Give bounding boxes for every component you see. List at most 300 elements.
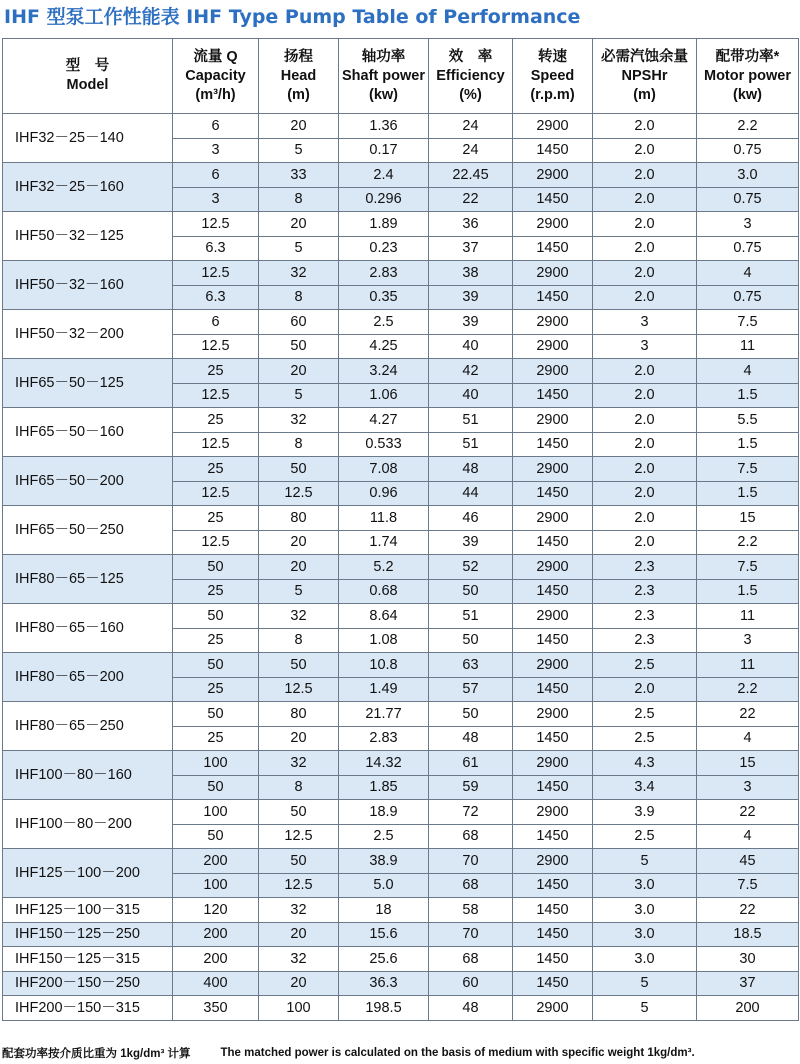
cell-shaft: 0.35 [339,285,429,310]
cell-eff: 39 [429,285,513,310]
table-row [3,212,799,237]
cell-motor: 11 [697,334,799,359]
cell-head: 5 [259,579,339,604]
cell-shaft: 0.296 [339,187,429,212]
cell-npsh: 2.0 [593,481,697,506]
cell-capacity: 25 [173,628,259,653]
cell-speed: 1450 [513,824,593,849]
model-cell: IHF65－50－160 [3,408,173,457]
cell-eff: 44 [429,481,513,506]
cell-shaft: 14.32 [339,751,429,776]
cell-motor: 15 [697,751,799,776]
cell-npsh: 2.3 [593,628,697,653]
cell-head: 20 [259,530,339,555]
cell-capacity: 50 [173,604,259,629]
table-row [3,163,799,188]
cell-shaft: 18 [339,898,429,923]
cell-motor: 30 [697,947,799,972]
cell-shaft: 1.06 [339,383,429,408]
header-head-line: 扬程 [284,48,313,65]
cell-eff: 52 [429,555,513,580]
cell-shaft: 4.25 [339,334,429,359]
cell-shaft: 36.3 [339,971,429,996]
cell-head: 20 [259,971,339,996]
model-cell: IHF100－80－160 [3,751,173,800]
model-cell: IHF65－50－125 [3,359,173,408]
cell-eff: 50 [429,579,513,604]
cell-speed: 2900 [513,751,593,776]
cell-eff: 51 [429,604,513,629]
cell-eff: 42 [429,359,513,384]
table-row [3,849,799,874]
header-eff-line: 效 率 [448,48,493,65]
header-head-line: Head [280,67,317,84]
cell-motor: 0.75 [697,187,799,212]
cell-npsh: 2.3 [593,555,697,580]
table-row [3,947,799,972]
cell-capacity: 100 [173,751,259,776]
cell-npsh: 2.0 [593,432,697,457]
header-speed-line: (r.p.m) [530,86,575,103]
cell-eff: 51 [429,408,513,433]
cell-eff: 39 [429,530,513,555]
cell-capacity: 25 [173,359,259,384]
cell-motor: 0.75 [697,285,799,310]
cell-motor: 200 [697,996,799,1021]
header-shaft-line: 轴功率 [361,48,406,65]
cell-speed: 1450 [513,579,593,604]
cell-head: 50 [259,334,339,359]
cell-capacity: 12.5 [173,530,259,555]
cell-eff: 70 [429,849,513,874]
cell-speed: 2900 [513,555,593,580]
model-cell: IHF32－25－140 [3,114,173,163]
cell-capacity: 400 [173,971,259,996]
cell-capacity: 3 [173,138,259,163]
cell-eff: 61 [429,751,513,776]
table-row [3,996,799,1021]
cell-eff: 57 [429,677,513,702]
cell-npsh: 2.5 [593,702,697,727]
cell-speed: 2900 [513,163,593,188]
cell-head: 32 [259,751,339,776]
cell-shaft: 15.6 [339,922,429,947]
cell-npsh: 2.0 [593,285,697,310]
header-speed [513,39,593,114]
cell-head: 20 [259,359,339,384]
cell-npsh: 3.0 [593,873,697,898]
cell-speed: 1450 [513,971,593,996]
cell-speed: 1450 [513,481,593,506]
header-npsh-line: NPSHr [621,67,668,84]
cell-head: 32 [259,604,339,629]
cell-speed: 2900 [513,849,593,874]
cell-eff: 22 [429,187,513,212]
cell-npsh: 2.0 [593,187,697,212]
cell-motor: 37 [697,971,799,996]
cell-npsh: 2.0 [593,677,697,702]
cell-head: 8 [259,628,339,653]
cell-motor: 3 [697,628,799,653]
cell-head: 5 [259,236,339,261]
cell-motor: 0.75 [697,236,799,261]
cell-shaft: 21.77 [339,702,429,727]
cell-head: 60 [259,310,339,335]
cell-eff: 37 [429,236,513,261]
cell-capacity: 120 [173,898,259,923]
footnote-cn: 配套功率按介质比重为 1kg/dm³ 计算 [2,1048,191,1060]
table-row [3,898,799,923]
header-npsh-line: (m) [633,86,656,103]
cell-motor: 18.5 [697,922,799,947]
cell-npsh: 3 [593,310,697,335]
cell-motor: 4 [697,726,799,751]
cell-capacity: 50 [173,824,259,849]
cell-shaft: 8.64 [339,604,429,629]
cell-speed: 2900 [513,408,593,433]
cell-eff: 70 [429,922,513,947]
cell-motor: 2.2 [697,677,799,702]
cell-npsh: 2.0 [593,530,697,555]
header-speed-line: 转速 [538,48,567,65]
cell-capacity: 50 [173,702,259,727]
table-row [3,114,799,139]
table-row [3,555,799,580]
cell-speed: 1450 [513,947,593,972]
header-capacity-line: Capacity [185,67,246,84]
model-cell: IHF65－50－200 [3,457,173,506]
cell-capacity: 12.5 [173,261,259,286]
cell-capacity: 25 [173,408,259,433]
cell-head: 100 [259,996,339,1021]
table-row [3,261,799,286]
cell-capacity: 200 [173,849,259,874]
cell-motor: 2.2 [697,114,799,139]
header-eff [429,39,513,114]
cell-capacity: 12.5 [173,212,259,237]
cell-npsh: 3.0 [593,898,697,923]
cell-npsh: 2.0 [593,408,697,433]
cell-npsh: 3.0 [593,922,697,947]
header-speed-line: Speed [530,67,575,84]
header-eff-line: Efficiency [436,67,505,84]
header-shaft-line: (kw) [369,86,398,103]
cell-npsh: 2.0 [593,457,697,482]
cell-capacity: 50 [173,555,259,580]
table-header [3,39,799,114]
cell-eff: 22.45 [429,163,513,188]
cell-head: 5 [259,383,339,408]
cell-npsh: 3.0 [593,947,697,972]
cell-head: 12.5 [259,824,339,849]
table-row [3,506,799,531]
cell-npsh: 3 [593,334,697,359]
model-cell: IHF80－65－250 [3,702,173,751]
cell-shaft: 38.9 [339,849,429,874]
cell-capacity: 6 [173,163,259,188]
cell-speed: 2900 [513,212,593,237]
cell-head: 50 [259,800,339,825]
cell-shaft: 10.8 [339,653,429,678]
model-cell: IHF80－65－125 [3,555,173,604]
cell-head: 12.5 [259,873,339,898]
model-cell: IHF150－125－250 [3,922,173,947]
cell-eff: 40 [429,383,513,408]
table-row [3,751,799,776]
cell-shaft: 7.08 [339,457,429,482]
cell-shaft: 1.85 [339,775,429,800]
cell-speed: 2900 [513,310,593,335]
cell-motor: 45 [697,849,799,874]
cell-head: 8 [259,775,339,800]
cell-motor: 15 [697,506,799,531]
table-row [3,971,799,996]
model-cell: IHF125－100－315 [3,898,173,923]
model-cell: IHF65－50－250 [3,506,173,555]
cell-npsh: 2.3 [593,604,697,629]
cell-speed: 1450 [513,530,593,555]
model-cell: IHF100－80－200 [3,800,173,849]
cell-head: 20 [259,212,339,237]
table-body [3,114,799,1021]
cell-motor: 3.0 [697,163,799,188]
cell-capacity: 6 [173,114,259,139]
page-title: IHF 型泵工作性能表 IHF Type Pump Table of Performance [4,6,581,28]
cell-head: 80 [259,506,339,531]
cell-npsh: 2.0 [593,114,697,139]
cell-speed: 1450 [513,383,593,408]
cell-eff: 68 [429,947,513,972]
cell-shaft: 2.5 [339,824,429,849]
cell-eff: 60 [429,971,513,996]
cell-eff: 48 [429,726,513,751]
cell-motor: 3 [697,775,799,800]
cell-speed: 2900 [513,653,593,678]
cell-eff: 40 [429,334,513,359]
header-motor-line: (kw) [733,86,762,103]
header-shaft-line: Shaft power [342,67,425,84]
cell-npsh: 2.0 [593,138,697,163]
performance-table [2,38,799,1021]
cell-eff: 51 [429,432,513,457]
cell-speed: 1450 [513,432,593,457]
header-motor-line: 配带功率* [715,48,780,65]
cell-shaft: 0.533 [339,432,429,457]
cell-shaft: 5.0 [339,873,429,898]
header-capacity-line: (m³/h) [195,86,236,103]
cell-head: 20 [259,922,339,947]
cell-shaft: 5.2 [339,555,429,580]
cell-npsh: 2.5 [593,824,697,849]
header-head-line: (m) [287,86,310,103]
cell-capacity: 100 [173,800,259,825]
cell-head: 80 [259,702,339,727]
table-row [3,604,799,629]
cell-npsh: 2.0 [593,163,697,188]
cell-speed: 2900 [513,261,593,286]
cell-speed: 1450 [513,726,593,751]
cell-npsh: 3.9 [593,800,697,825]
cell-capacity: 350 [173,996,259,1021]
cell-motor: 0.75 [697,138,799,163]
cell-shaft: 2.83 [339,726,429,751]
cell-capacity: 50 [173,775,259,800]
cell-speed: 1450 [513,677,593,702]
cell-head: 32 [259,898,339,923]
cell-motor: 7.5 [697,310,799,335]
header-shaft [339,39,429,114]
cell-eff: 63 [429,653,513,678]
cell-speed: 2900 [513,114,593,139]
cell-shaft: 18.9 [339,800,429,825]
cell-shaft: 25.6 [339,947,429,972]
model-cell: IHF50－32－160 [3,261,173,310]
cell-speed: 1450 [513,285,593,310]
model-cell: IHF50－32－125 [3,212,173,261]
cell-npsh: 2.3 [593,579,697,604]
cell-shaft: 3.24 [339,359,429,384]
cell-eff: 72 [429,800,513,825]
cell-eff: 68 [429,873,513,898]
cell-shaft: 0.96 [339,481,429,506]
header-npsh-line: 必需汽蚀余量 [601,48,688,65]
cell-capacity: 200 [173,922,259,947]
cell-npsh: 5 [593,996,697,1021]
cell-head: 8 [259,187,339,212]
cell-npsh: 5 [593,849,697,874]
cell-head: 5 [259,138,339,163]
model-cell: IHF200－150－250 [3,971,173,996]
cell-head: 32 [259,408,339,433]
header-row [3,39,799,114]
cell-motor: 11 [697,604,799,629]
model-cell: IHF150－125－315 [3,947,173,972]
cell-eff: 46 [429,506,513,531]
table-row [3,702,799,727]
cell-speed: 2900 [513,800,593,825]
cell-motor: 22 [697,800,799,825]
cell-capacity: 25 [173,579,259,604]
footnote [2,1044,798,1062]
header-motor [697,39,799,114]
cell-shaft: 1.08 [339,628,429,653]
cell-head: 20 [259,114,339,139]
cell-npsh: 2.5 [593,726,697,751]
cell-speed: 1450 [513,187,593,212]
cell-speed: 2900 [513,334,593,359]
table-row [3,310,799,335]
cell-motor: 1.5 [697,383,799,408]
cell-npsh: 2.0 [593,261,697,286]
cell-head: 12.5 [259,481,339,506]
cell-capacity: 25 [173,726,259,751]
header-eff-line: (%) [459,86,482,103]
table-row [3,359,799,384]
cell-npsh: 2.0 [593,236,697,261]
cell-head: 50 [259,457,339,482]
cell-head: 20 [259,555,339,580]
table-row [3,800,799,825]
cell-shaft: 0.68 [339,579,429,604]
cell-motor: 11 [697,653,799,678]
cell-speed: 1450 [513,898,593,923]
cell-head: 50 [259,653,339,678]
cell-shaft: 198.5 [339,996,429,1021]
cell-speed: 2900 [513,996,593,1021]
cell-capacity: 6.3 [173,285,259,310]
cell-shaft: 11.8 [339,506,429,531]
header-capacity-line: 流量 Q [193,48,238,65]
footnote-en: The matched power is calculated on the basis of medium with specific weight 1kg/dm³. [220,1047,695,1059]
header-npsh [593,39,697,114]
model-cell: IHF80－65－200 [3,653,173,702]
cell-capacity: 200 [173,947,259,972]
cell-motor: 22 [697,702,799,727]
cell-capacity: 25 [173,457,259,482]
cell-shaft: 1.49 [339,677,429,702]
cell-speed: 1450 [513,873,593,898]
header-model [3,39,173,114]
cell-capacity: 12.5 [173,481,259,506]
cell-speed: 2900 [513,604,593,629]
cell-motor: 7.5 [697,873,799,898]
model-cell: IHF125－100－200 [3,849,173,898]
table-row [3,408,799,433]
cell-eff: 50 [429,628,513,653]
cell-speed: 1450 [513,236,593,261]
cell-npsh: 5 [593,971,697,996]
cell-speed: 2900 [513,457,593,482]
model-cell: IHF200－150－315 [3,996,173,1021]
cell-motor: 3 [697,212,799,237]
cell-eff: 38 [429,261,513,286]
cell-motor: 4 [697,261,799,286]
cell-shaft: 2.4 [339,163,429,188]
model-cell: IHF32－25－160 [3,163,173,212]
cell-capacity: 50 [173,653,259,678]
header-model-line: Model [66,77,109,93]
cell-npsh: 2.5 [593,653,697,678]
cell-eff: 39 [429,310,513,335]
cell-eff: 36 [429,212,513,237]
cell-npsh: 2.0 [593,212,697,237]
cell-speed: 1450 [513,138,593,163]
cell-capacity: 25 [173,506,259,531]
cell-motor: 1.5 [697,432,799,457]
cell-motor: 1.5 [697,579,799,604]
cell-head: 50 [259,849,339,874]
cell-npsh: 2.0 [593,359,697,384]
cell-motor: 5.5 [697,408,799,433]
cell-eff: 48 [429,457,513,482]
cell-motor: 7.5 [697,555,799,580]
cell-shaft: 1.36 [339,114,429,139]
cell-speed: 1450 [513,922,593,947]
table-row [3,457,799,482]
cell-speed: 2900 [513,702,593,727]
cell-motor: 2.2 [697,530,799,555]
header-model-line: 型 号 [65,58,110,74]
cell-head: 33 [259,163,339,188]
cell-capacity: 3 [173,187,259,212]
cell-npsh: 2.0 [593,506,697,531]
table-row [3,922,799,947]
header-head [259,39,339,114]
cell-speed: 1450 [513,775,593,800]
cell-npsh: 3.4 [593,775,697,800]
header-motor-line: Motor power [704,67,791,84]
cell-head: 20 [259,726,339,751]
